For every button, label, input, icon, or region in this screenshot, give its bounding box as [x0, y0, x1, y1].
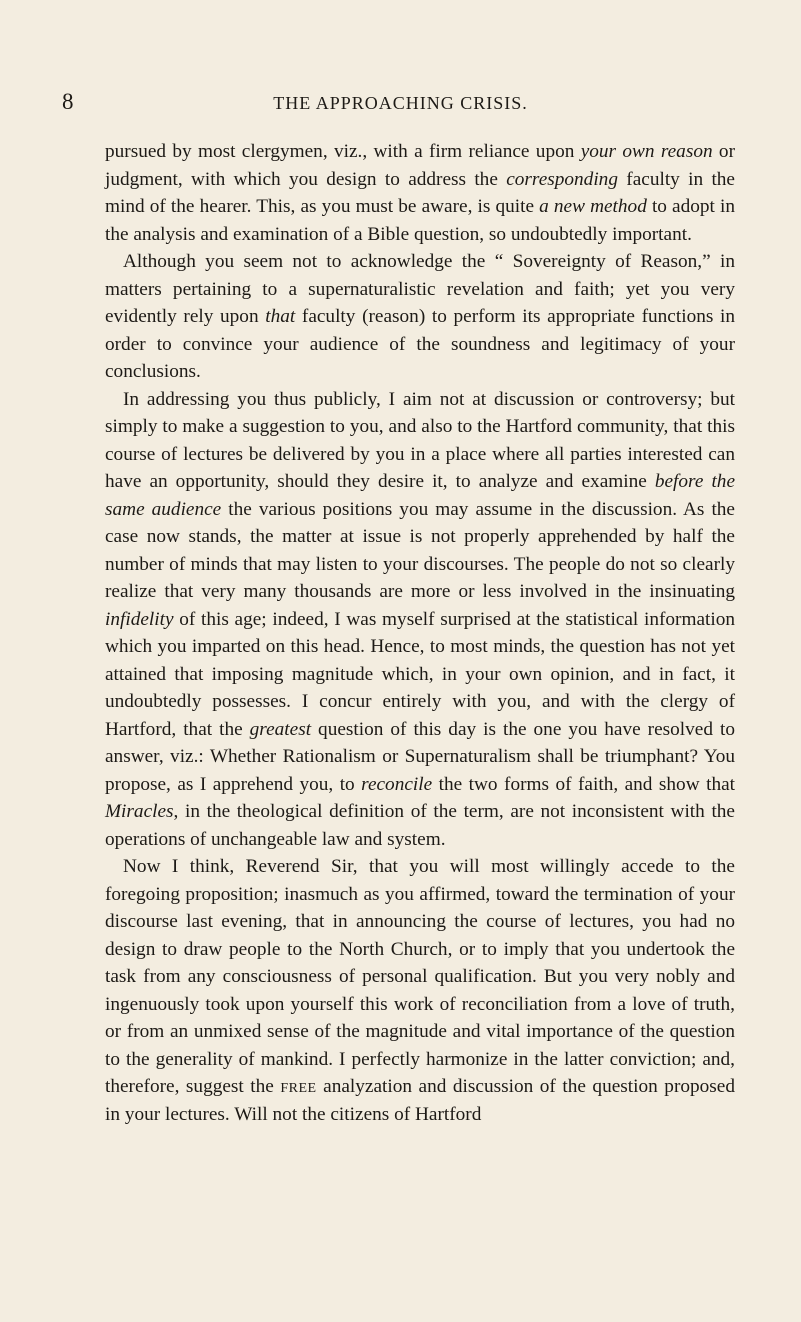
page-number: 8 [62, 89, 74, 114]
text-run: faculty (reason) to perform its appropriate functions in order to convince your audience of the soundness and legitimacy of your conclusions. [105, 306, 736, 382]
text-run: to adopt in the analysis and examination of a Bible question, so undoubtedly important. [105, 196, 735, 245]
paragraph [105, 248, 735, 386]
text-run: analyzation and discussion of the question proposed in your lectures. Will not the citizens of Hartford [105, 1076, 735, 1125]
text-run: pursued by most clergymen, viz., with a firm reliance upon [105, 141, 581, 162]
small-caps-text: free [280, 1076, 317, 1097]
paragraph [105, 138, 735, 248]
text-run: the two forms of faith, and show that [432, 773, 735, 795]
emphasis-text: a new method [539, 196, 647, 217]
paragraph [105, 853, 735, 1128]
paragraph [105, 386, 735, 854]
text-run: Although you seem not to acknowledge the “ Sovereignty of Reason,” in matters pertaining to a supernaturalistic revelation and faith; yet you very evidently rely upon [105, 251, 735, 327]
emphasis-text: before the same audience [105, 471, 736, 520]
text-run: of this age; indeed, I was myself surprised at the statistical information which you imparted on this head. Hence, to most minds, the question has not yet attained that imposing magnitude which, in your own opinion, and in fact, it undoubtedly possesses. I concur entirely with you, and with the clergy of Hartford, that the [105, 608, 735, 740]
body-text [105, 138, 735, 1128]
text-run: or judgment, with which you design to address the [105, 141, 735, 190]
emphasis-text: corresponding [506, 168, 618, 190]
emphasis-text: infidelity [105, 608, 174, 630]
emphasis-text: reconcile [361, 773, 433, 795]
text-run: question of this day is the one you have resolved to answer, viz.: Whether Rationalism or Supernaturalism shall be triumphant? You propose, as I apprehend you, to [105, 718, 735, 795]
running-title: THE APPROACHING CRISIS. [273, 93, 528, 113]
emphasis-text: greatest [249, 718, 312, 740]
text-run: , in the theological definition of the term, are not inconsistent with the operations of unchangeable law and system. [105, 801, 735, 850]
text-run: the various positions you may assume in the discussion. As the case now stands, the matter at issue is not properly apprehended by half the number of minds that may listen to your discourses. The people do not so clearly realize that very many thousands are more or less involved in the insinuating [105, 498, 735, 602]
text-run: faculty in the mind of the hearer. This, as you must be aware, is quite [105, 168, 735, 217]
text-run: In addressing you thus publicly, I aim not at discussion or controversy; but simply to make a suggestion to you, and also to the Hartford community, that this course of lectures be delivered by you in a place where all parties interested can have an opportunity, should they desire it, to analyze and examine [105, 388, 735, 492]
page-header [0, 88, 801, 116]
emphasis-text: that [265, 306, 296, 327]
emphasis-text: Miracles [105, 801, 174, 822]
text-run: Now I think, Reverend Sir, that you will most willingly accede to the foregoing proposition; inasmuch as you affirmed, toward the termination of your discourse last evening, that in announcing the course of lectures, you had no design to draw people to the North Church, or to imply that you undertook the task from any consciousness of personal qualification. But you very nobly and ingenuously took upon yourself this work of reconciliation from a love of truth, or from an unmixed sense of the magnitude and vital importance of the question to the generality of mankind. I perfectly harmonize in the latter conviction; and, therefore, suggest the [105, 856, 735, 1097]
emphasis-text: your own reason [580, 141, 713, 162]
